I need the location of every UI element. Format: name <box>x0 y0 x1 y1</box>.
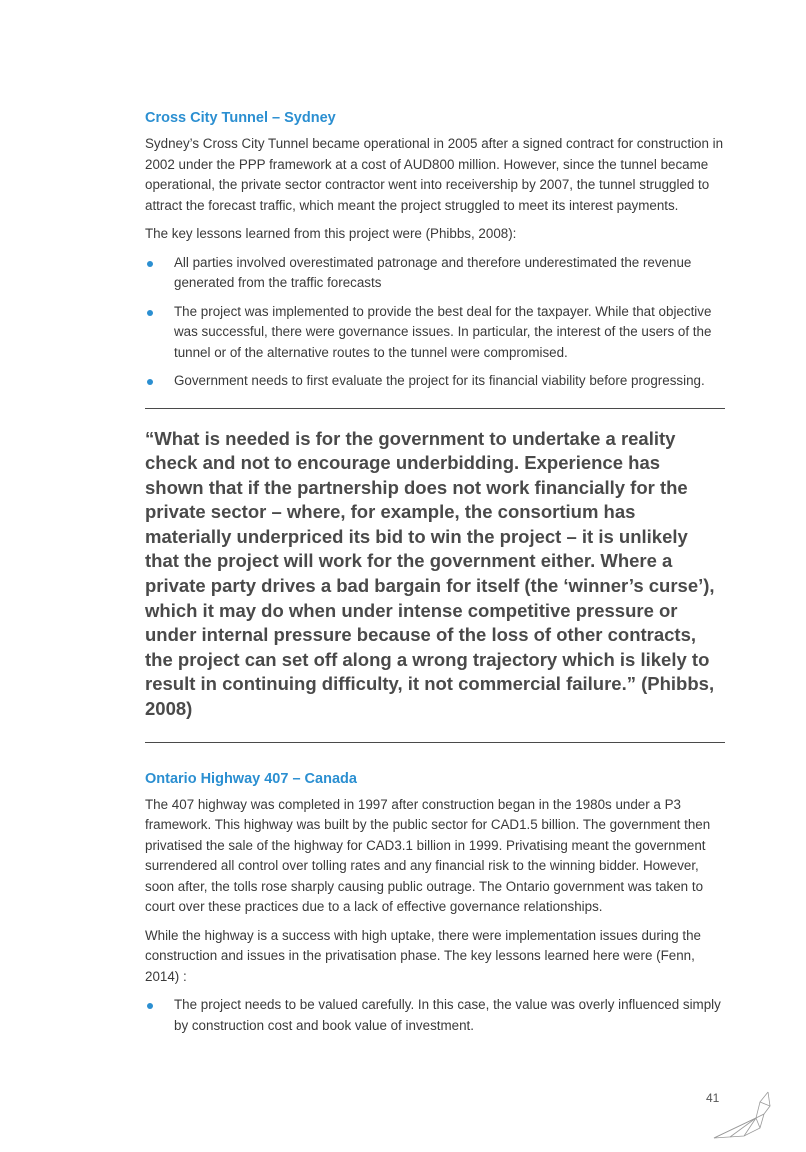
section-heading: Cross City Tunnel – Sydney <box>145 110 336 126</box>
bullet-icon <box>147 310 153 316</box>
divider <box>145 408 725 409</box>
list-item-text: All parties involved overestimated patronage and therefore underestimated the revenue generated from the traffic forecasts <box>174 254 692 290</box>
bullet-list <box>145 995 725 1036</box>
paragraph: The 407 highway was completed in 1997 after construction began in the 1980s under a P3 framework. This highway was built by the public sector for CAD1.5 billion. The government then privatised the sale of the highway for CAD3.1 billion in 1999. Privatising meant the government surrendered all control over tolling rates and any financial risk to the winning bidder. However, soon after, the tolls rose sharply causing public outrage. The Ontario government was taken to court over these practices due to a lack of effective governance relationships. <box>145 796 711 915</box>
list-item <box>145 371 725 392</box>
list-item <box>145 302 725 364</box>
page-content <box>145 108 725 1044</box>
paragraph: The key lessons learned from this project were (Phibbs, 2008): <box>145 226 517 241</box>
bullet-list <box>145 253 725 392</box>
list-item-text: The project needs to be valued carefully. In this case, the value was overly influenced simply by construction cost and book value of investment. <box>174 997 721 1033</box>
geometric-bird-logo-icon <box>710 1088 774 1144</box>
list-item <box>145 995 725 1036</box>
bullet-icon <box>147 1003 153 1009</box>
section-heading: Ontario Highway 407 – Canada <box>145 770 357 787</box>
paragraph: Sydney’s Cross City Tunnel became operational in 2005 after a signed contract for construction in 2002 under the PPP framework at a cost of AUD800 million. However, since the tunnel became operational, the private sector contractor went into receivership by 2007, the tunnel struggled to attract the forecast traffic, which meant the project struggled to meet its interest payments. <box>145 136 724 213</box>
list-item <box>145 253 725 294</box>
divider <box>145 742 725 743</box>
list-item-text: Government needs to first evaluate the project for its financial viability before progressing. <box>174 373 705 388</box>
pull-quote: “What is needed is for the government to undertake a reality check and not to encourage underbidding. Experience has shown that if the partnership does not work financially for the private sector – where, for example, the consortium has materially underpriced its bid to win the project – it is unlikely that the project will work for the government either. Where a private party drives a bad bargain for itself (the ‘winner’s curse’), which it may do when under intense competitive pressure or under internal pressure because of the loss of other contracts, the project can set off along a wrong trajectory which is likely to result in continuing difficulty, it not commercial failure.” (Phibbs, 2008) <box>145 427 715 720</box>
page-number: 41 <box>706 1091 720 1105</box>
list-item-text: The project was implemented to provide the best deal for the taxpayer. While that objective was successful, there were governance issues. In particular, the interest of the users of the tunnel or of the alternative routes to the tunnel were compromised. <box>174 303 712 360</box>
bullet-icon <box>147 261 153 267</box>
section-cross-city-tunnel <box>145 108 725 392</box>
section-ontario-highway <box>145 769 725 1037</box>
bullet-icon <box>147 379 153 385</box>
paragraph: While the highway is a success with high uptake, there were implementation issues during the construction and issues in the privatisation phase. The key lessons learned here were (Fenn, 2014) : <box>145 927 701 984</box>
